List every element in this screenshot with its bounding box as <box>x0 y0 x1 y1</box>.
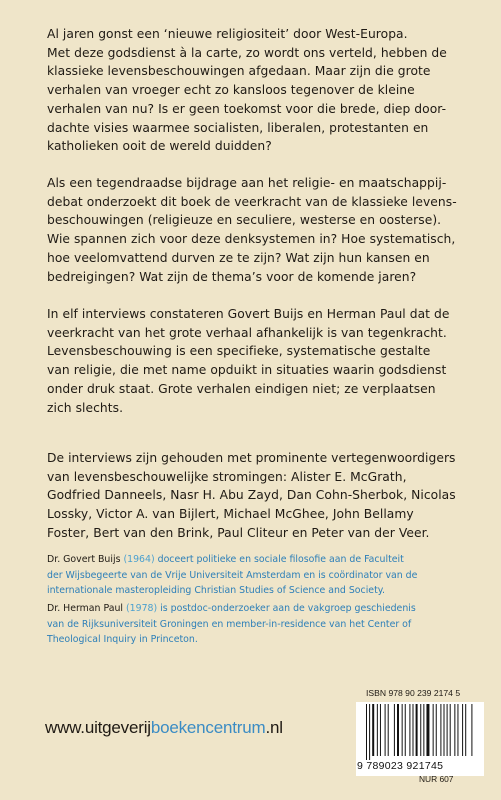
barcode-bar <box>457 704 458 756</box>
barcode-bar <box>377 704 378 756</box>
barcode-bar <box>420 704 421 756</box>
barcode-bar <box>385 704 386 756</box>
barcode-bar <box>409 704 410 756</box>
text-line: Met deze godsdienst à la carte, zo wordt ons verteld, hebben de <box>47 45 447 60</box>
barcode-bar <box>413 704 414 756</box>
text-line: veerkracht van het grote verhaal afhankelijk is van tegenkracht. <box>47 325 447 340</box>
barcode-bars <box>366 704 476 760</box>
text-line: van levensbeschouwelijke stromingen: Alister E. McGrath, <box>47 469 407 484</box>
text-line: onder druk staat. Grote verhalen eindigen niet; ze verplaatsen <box>47 381 436 396</box>
text-line: verhalen van vroeger echt zo kansloos tegenover de kleine <box>47 83 415 98</box>
bio-line <box>47 552 477 568</box>
author-name: Dr. Govert Buijs <box>47 554 121 565</box>
barcode-bar <box>405 704 406 756</box>
author-bio-paul <box>47 601 477 648</box>
text-line: Wie spannen zich voor deze denksystemen in? Hoe systematisch, <box>47 232 456 247</box>
barcode-bar <box>380 704 381 756</box>
barcode-bar <box>366 704 367 760</box>
bio-line <box>47 601 477 617</box>
bio-line: Theological Inquiry in Princeton. <box>47 634 198 646</box>
text-line: van religie, die met name opduikt in situaties waarin godsdienst <box>47 363 447 378</box>
barcode <box>356 702 484 776</box>
barcode-bar <box>394 704 395 756</box>
text-line: zich slechts. <box>47 400 124 415</box>
url-suffix: .nl <box>265 718 283 737</box>
author-name: Dr. Herman Paul <box>47 603 124 614</box>
isbn-label: ISBN 978 90 239 2174 5 <box>366 688 461 698</box>
barcode-bar <box>444 704 445 756</box>
debate-paragraph <box>47 174 477 286</box>
text-line: Lossky, Victor A. van Bijlert, Michael McGhee, John Bellamy <box>47 507 414 522</box>
barcode-bar <box>447 704 448 756</box>
url-prefix: www.uitgeverij <box>45 718 151 737</box>
publisher-url[interactable] <box>45 718 283 738</box>
text-line: Als een tegendraadse bijdrage aan het religie- en maatschappij- <box>47 176 447 190</box>
barcode-bar <box>465 704 466 756</box>
text-line: dachte visies waarmee socialisten, liberalen, protestanten en <box>47 120 429 135</box>
author-bio-buijs <box>47 552 477 599</box>
barcode-bar <box>454 704 455 756</box>
text-line: Levensbeschouwing is een specifieke, systematische gestalte <box>47 344 431 359</box>
interviewees-paragraph <box>47 449 477 543</box>
barcode-bar <box>388 704 389 756</box>
barcode-bar <box>450 704 451 756</box>
bio-text: is postdoc-onderzoeker aan de vakgroep geschiedenis <box>160 603 416 614</box>
barcode-bar <box>426 704 429 756</box>
author-birth-year: (1978) <box>126 603 158 614</box>
text-line: verhalen van nu? Is er geen toekomst voor die brede, diep door- <box>47 101 447 116</box>
barcode-bar <box>462 704 463 756</box>
barcode-bar <box>416 704 418 756</box>
barcode-bar <box>402 704 403 756</box>
barcode-bar <box>397 704 399 756</box>
text-line: debat onderzoekt dit boek de veerkracht van de klassieke levens- <box>47 194 457 209</box>
bio-line: der Wijsbegeerte van de Vrije Universiteit Amsterdam en is coördinator van de <box>47 569 418 581</box>
text-line: Godfried Danneels, Nasr H. Abu Zayd, Dan Cohn-Sherbok, Nicolas <box>47 488 456 503</box>
text-line: Foster, Bert van den Brink, Paul Cliteur en Peter van der Veer. <box>47 525 430 540</box>
barcode-bar <box>372 704 374 756</box>
text-line: De interviews zijn gehouden met prominente vertegenwoordigers <box>47 451 456 465</box>
text-line: klassieke levensbeschouwingen afgedaan. Maar zijn die grote <box>47 64 431 79</box>
intro-paragraph <box>47 25 477 156</box>
barcode-bar <box>433 704 434 756</box>
text-line: beschouwingen (religieuze en seculiere, westerse en oosterse). <box>47 213 442 228</box>
barcode-bar <box>369 704 370 760</box>
barcode-bar <box>440 704 441 756</box>
nur-code: NUR 607 <box>419 774 454 784</box>
url-brand: boekencentrum <box>150 718 266 737</box>
barcode-bar <box>436 704 437 756</box>
barcode-bar <box>471 704 472 756</box>
author-birth-year: (1964) <box>123 554 155 565</box>
text-line: In elf interviews constateren Govert Buijs en Herman Paul dat de <box>47 307 450 321</box>
text-line: hoe veelomvattend durven ze te zijn? Wat zijn hun kansen en <box>47 250 430 265</box>
text-line: Al jaren gonst een ‘nieuwe religiositeit’ door West-Europa. <box>47 27 408 41</box>
text-line: katholieken ooit de wereld duidden? <box>47 139 272 154</box>
bio-text: doceert politieke en sociale filosofie aan de Faculteit <box>157 554 404 565</box>
barcode-bar <box>423 704 424 756</box>
text-line: bedreigingen? Wat zijn de thema’s voor de komende jaren? <box>47 269 417 284</box>
barcode-digits: 9 789023 921745 <box>357 760 444 772</box>
interviews-summary-paragraph <box>47 305 477 417</box>
bio-line: van de Rijksuniversiteit Groningen en member-in-residence van het Center of <box>47 618 412 630</box>
bio-line: internationale masteropleiding Christian Studies of Science and Society. <box>47 585 385 597</box>
